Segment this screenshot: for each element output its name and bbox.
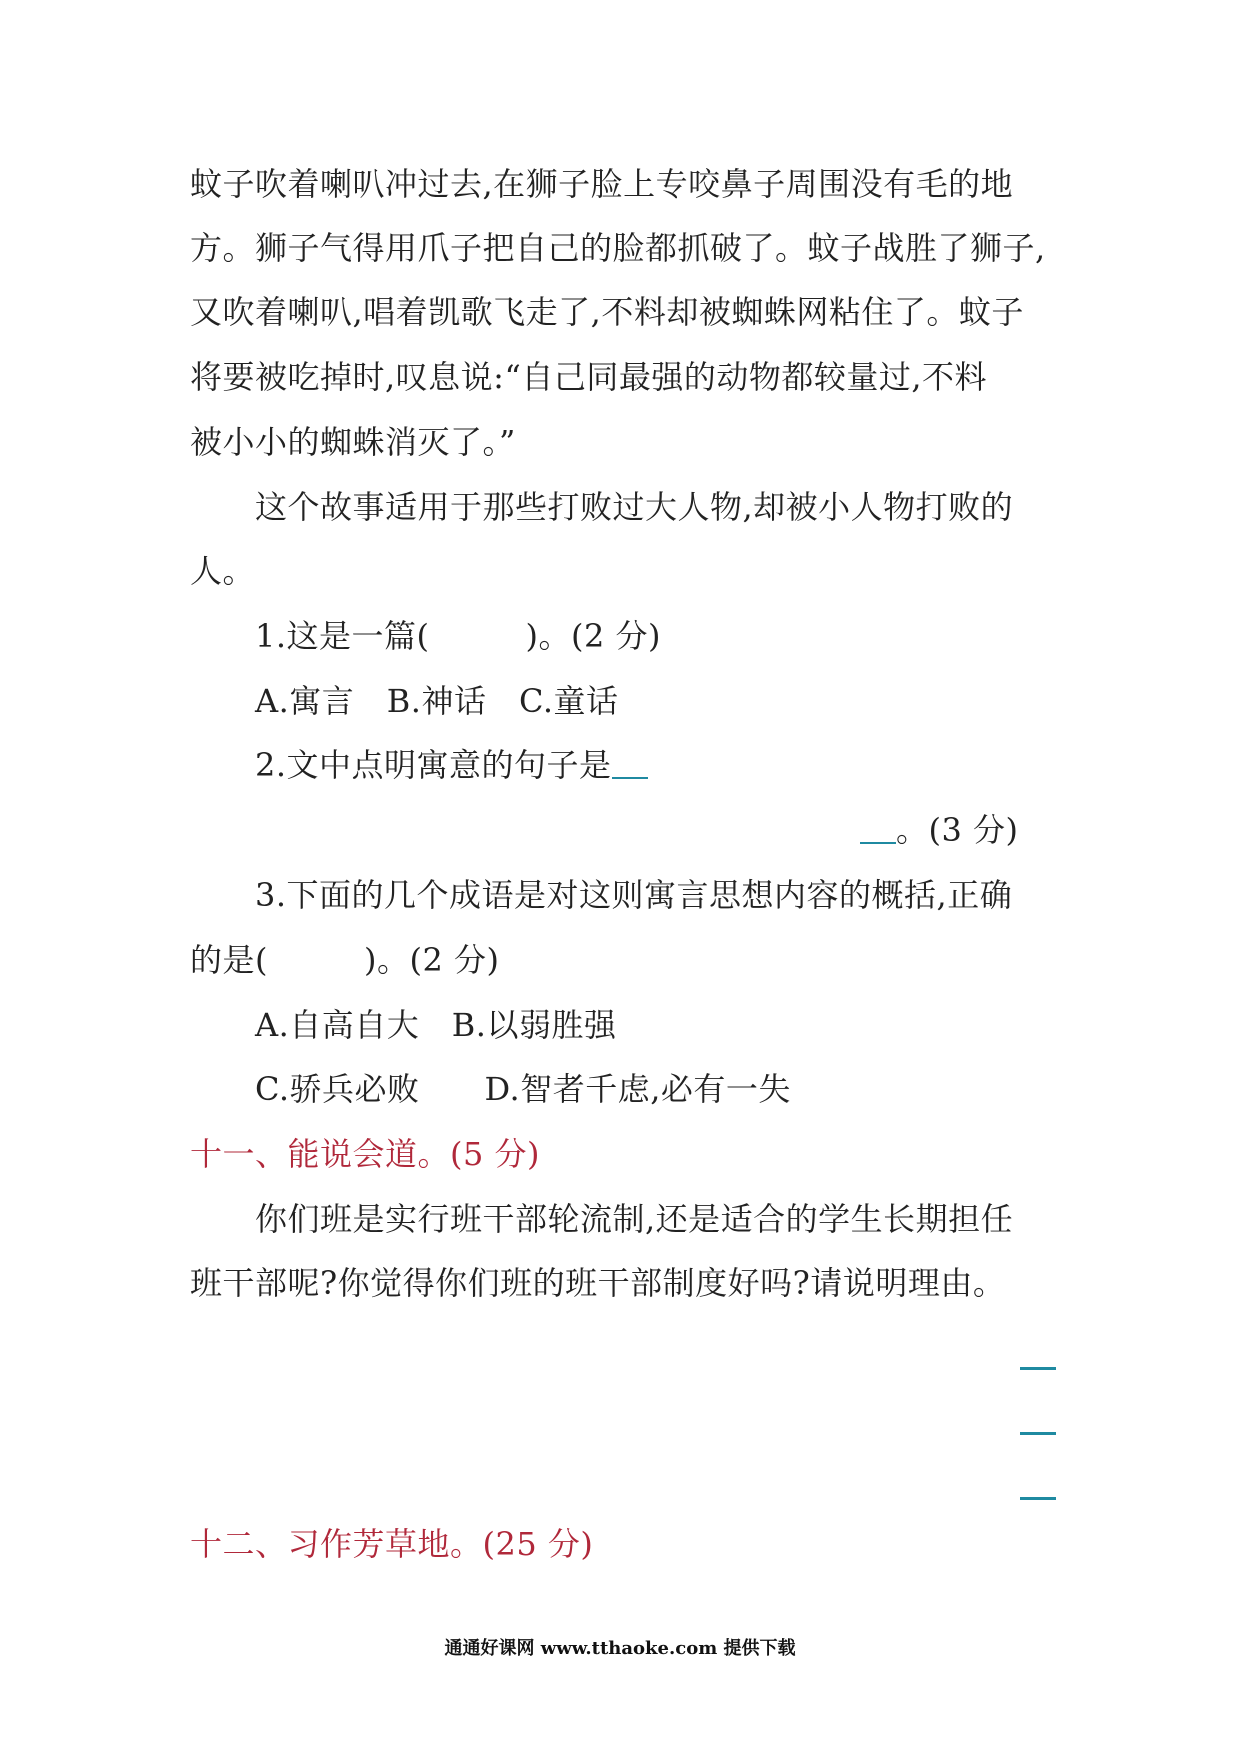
answer-line[interactable] [1020,1497,1056,1500]
question-3-prefix: 的是( [190,941,268,979]
answer-line[interactable] [1020,1367,1056,1370]
question-2-score: 。(3 分) [896,811,1019,849]
question-3-options-2: C.骄兵必败 D.智者千虑,必有一失 [255,1070,791,1108]
passage-line-2: 方。狮子气得用爪子把自己的脸都抓破了。蚊子战胜了狮子, [190,229,1046,267]
question-2-end [860,810,1019,850]
moral-line-1: 这个故事适用于那些打败过大人物,却被小人物打败的 [255,488,1014,526]
passage-line-4: 将要被吃掉时,叹息说:“自己同最强的动物都较量过,不料 [190,358,987,396]
question-1-suffix: )。(2 分) [525,617,662,655]
question-1-prefix: 1.这是一篇( [255,617,430,655]
question-3-options-1: A.自高自大 B.以弱胜强 [255,1006,617,1044]
passage-line-3: 又吹着喇叭,唱着凯歌飞走了,不料却被蜘蛛网粘住了。蚊子 [190,293,1024,331]
question-2-text [255,745,648,785]
section-11-prompt-1: 你们班是实行班干部轮流制,还是适合的学生长期担任 [255,1200,1014,1238]
passage-line-1: 蚊子吹着喇叭冲过去,在狮子脸上专咬鼻子周围没有毛的地 [190,165,1014,203]
section-11-prompt-2: 班干部呢?你觉得你们班的班干部制度好吗?请说明理由。 [190,1264,1006,1302]
answer-line[interactable] [1020,1432,1056,1435]
answer-blank[interactable] [612,777,648,779]
question-2-prompt: 2.文中点明寓意的句子是 [255,746,612,784]
question-1-text [255,616,661,656]
question-3-line-2 [190,940,500,980]
section-12-heading: 十二、习作芳草地。(25 分) [190,1525,594,1563]
moral-line-2: 人。 [190,552,256,590]
passage-line-5: 被小小的蜘蛛消灭了。” [190,423,516,461]
question-3-suffix: )。(2 分) [364,941,500,979]
question-3-line-1: 3.下面的几个成语是对这则寓言思想内容的概括,正确 [255,876,1013,914]
section-11-heading: 十一、能说会道。(5 分) [190,1135,541,1173]
footer-credit: 通通好课网 www.tthaoke.com 提供下载 [444,1638,796,1659]
question-1-options: A.寓言 B.神话 C.童话 [255,682,619,720]
answer-blank[interactable] [860,842,896,844]
